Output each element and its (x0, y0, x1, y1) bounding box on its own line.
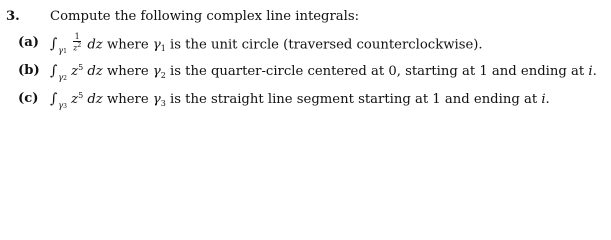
differential: dz (87, 92, 103, 107)
where-text: where (102, 37, 153, 53)
part-a-label: (a) (18, 35, 40, 50)
integrand-fraction (73, 33, 81, 53)
gamma-index: 2 (160, 71, 166, 80)
integral-symbol: ∫ (50, 91, 58, 107)
end-point: i (588, 64, 593, 79)
integrand-power: 5 (78, 91, 84, 100)
gamma-symbol: γ (152, 92, 161, 107)
integrand-power: 5 (78, 63, 84, 72)
part-a-description: is the unit circle (traversed counterclockwise). (165, 37, 483, 53)
problem-intro: Compute the following complex line integrals: (50, 9, 360, 24)
part-c-body (50, 91, 550, 110)
part-a-body (50, 32, 483, 56)
differential: dz (87, 37, 103, 53)
part-c-description: is the straight line segment starting at 1 and ending at (165, 92, 542, 107)
integral-path: γ2 (58, 73, 67, 82)
end-punctuation: . (592, 64, 597, 79)
integral-symbol: ∫ (50, 36, 58, 53)
gamma-index: 1 (160, 44, 166, 54)
where-text: where (102, 92, 153, 107)
part-c-label: (c) (18, 91, 39, 106)
gamma-symbol: γ (152, 37, 161, 53)
problem-number: 3. (6, 9, 20, 24)
integrand-base: z (71, 64, 79, 79)
integral-path: γ3 (58, 101, 67, 110)
end-point: i (541, 92, 546, 107)
integrand-base: z (71, 92, 79, 107)
integral-path: γ1 (58, 46, 67, 56)
fraction-denominator: $z^2$ (73, 42, 82, 53)
differential: dz (87, 64, 103, 79)
end-punctuation: . (545, 92, 550, 107)
part-b-label: (b) (18, 63, 40, 78)
where-text: where (102, 64, 153, 79)
gamma-symbol: γ (152, 64, 161, 79)
part-b-description: is the quarter-circle centered at 0, starting at 1 and ending at (165, 64, 589, 79)
gamma-index: 3 (160, 99, 166, 108)
fraction-numerator: 1 (74, 32, 80, 41)
part-b-body (50, 63, 597, 82)
integral-symbol: ∫ (50, 63, 58, 79)
